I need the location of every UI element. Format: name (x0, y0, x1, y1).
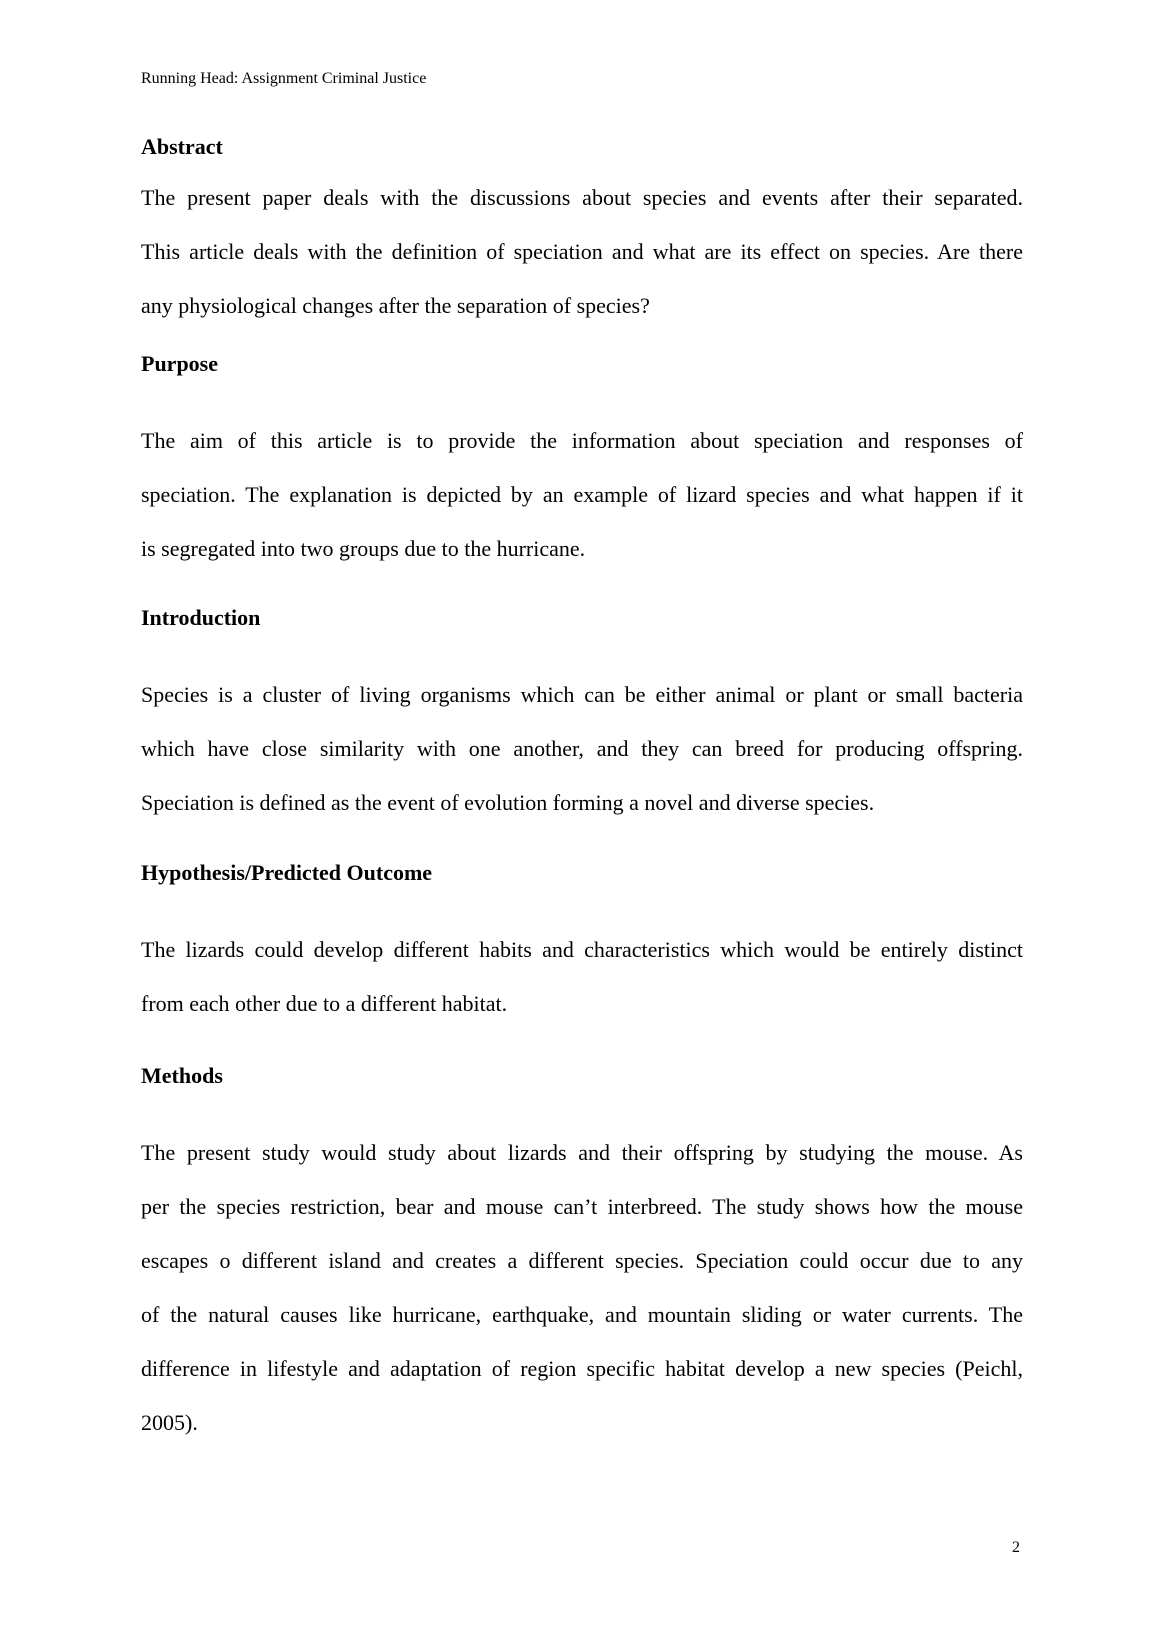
methods-line: 2005). (141, 1410, 198, 1435)
methods-line: escapes o different island and creates a different species. Speciation could occur due to any (141, 1248, 1023, 1273)
methods-heading: Methods (141, 1063, 223, 1088)
introduction-paragraph (141, 668, 1023, 830)
methods-line: of the natural causes like hurricane, earthquake, and mountain sliding or water currents. The (141, 1302, 1023, 1327)
hypothesis-line: The lizards could develop different habits and characteristics which would be entirely distinct (141, 937, 1023, 962)
abstract-heading: Abstract (141, 134, 223, 159)
methods-line: difference in lifestyle and adaptation of region specific habitat develop a new species (Peichl, (141, 1356, 1023, 1381)
purpose-line: speciation. The explanation is depicted by an example of lizard species and what happen if it (141, 482, 1023, 507)
methods-paragraph (141, 1126, 1023, 1450)
introduction-heading: Introduction (141, 605, 261, 630)
hypothesis-line: from each other due to a different habitat. (141, 991, 508, 1016)
purpose-heading: Purpose (141, 351, 218, 376)
running-head: Running Head: Assignment Criminal Justice (141, 70, 427, 87)
abstract-line: The present paper deals with the discussions about species and events after their separated. (141, 185, 1023, 210)
methods-line: The present study would study about lizards and their offspring by studying the mouse. As (141, 1140, 1023, 1165)
purpose-line: The aim of this article is to provide the information about speciation and responses of (141, 428, 1023, 453)
abstract-paragraph (141, 171, 1023, 333)
hypothesis-paragraph (141, 923, 1023, 1031)
introduction-line: Speciation is defined as the event of evolution forming a novel and diverse species. (141, 790, 875, 815)
purpose-paragraph (141, 414, 1023, 576)
page-number: 2 (1012, 1539, 1020, 1556)
hypothesis-heading: Hypothesis/Predicted Outcome (141, 860, 433, 885)
introduction-line: which have close similarity with one another, and they can breed for producing offspring. (141, 736, 1023, 761)
abstract-line: any physiological changes after the separation of species? (141, 293, 650, 318)
purpose-line: is segregated into two groups due to the hurricane. (141, 536, 586, 561)
methods-line: per the species restriction, bear and mouse can’t interbreed. The study shows how the mouse (141, 1194, 1023, 1219)
introduction-line: Species is a cluster of living organisms which can be either animal or plant or small bacteria (141, 682, 1023, 707)
abstract-line: This article deals with the definition of speciation and what are its effect on species. Are there (141, 239, 1023, 264)
